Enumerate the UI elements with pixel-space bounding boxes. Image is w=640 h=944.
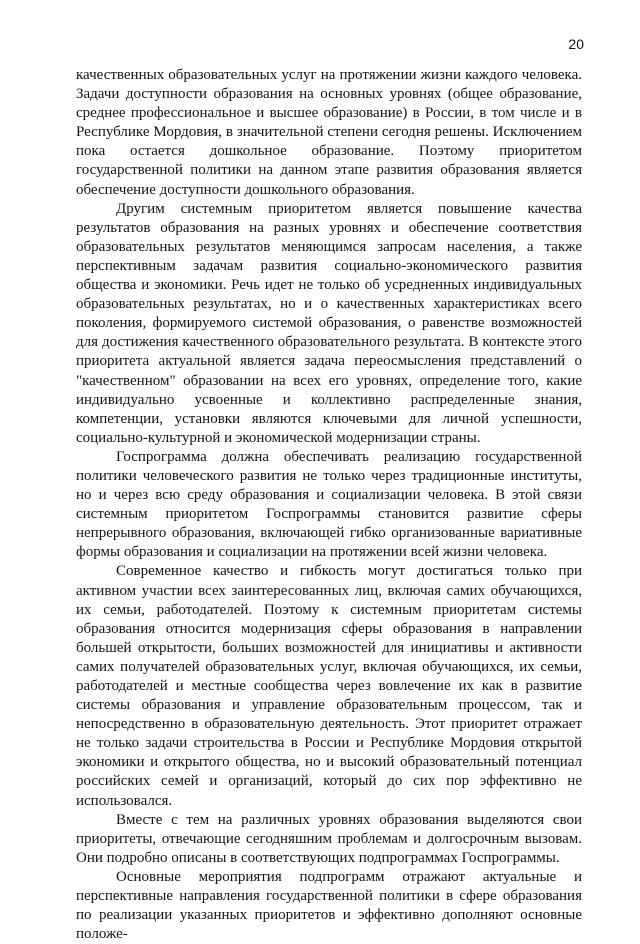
paragraph: Вместе с тем на различных уровнях образования выделяются свои приоритеты, отвечающие сегодняшним проблемам и долгосрочным вызовам. Они подробно описаны в соответствующих подпрограммах Госпрограммы. (76, 811, 582, 866)
paragraph: Современное качество и гибкость могут достигаться только при активном участии всех заинтересованных лиц, включая самих обучающихся, их семьи, работодателей. Поэтому к системным приоритетам системы образования относится модернизация сферы образования в направлении большей открытости, больших возможностей для инициативы и активности самих получателей образовательных услуг, включая обучающихся, их семьи, работодателей и местные сообщества через вовлечение их как в развитие системы образования и управление образовательным процессом, так и непосредственно в образовательную деятельность. Этот приоритет отражает не только задачи строительства в России и Республике Мордовия открытой экономики и открытого общества, но и высокий образовательный потенциал российских семей и организаций, который до сих пор эффективно не использовался. (76, 563, 582, 809)
document-body (76, 66, 582, 944)
paragraph: Госпрограмма должна обеспечивать реализацию государственной политики человеческого развития не только через традиционные институты, но и через всю среду образования и социализации человека. В этой связи системным приоритетом Госпрограммы становится развитие сферы непрерывного образования, включающей гибко организованные вариативные формы образования и социализации на протяжении всей жизни человека. (76, 448, 582, 561)
page-number: 20 (568, 36, 584, 52)
paragraph: Другим системным приоритетом является повышение качества результатов образования на разных уровнях и обеспечение соответствия образовательных результатов меняющимся запросам населения, а также перспективным задачам развития социально-экономического развития общества и экономики. Речь идет не только об усредненных индивидуальных образовательных результатах, но и о качественных характеристиках всего поколения, формируемого системой образования, о равенстве возможностей для достижения качественного образовательного результата. В контексте этого приоритета актуальной является задача переосмысления представлений о "качественном" образовании на всех его уровнях, определение того, какие индивидуально усвоенные и коллективно распределенные знания, компетенции, установки являются ключевыми для личной успешности, социально-культурной и экономической модернизации страны. (76, 200, 582, 446)
paragraph: Основные мероприятия подпрограмм отражают актуальные и перспективные направления государственной политики в сфере образования по реализации указанных приоритетов и эффективно дополняют основные положе- (76, 868, 582, 943)
paragraph: качественных образовательных услуг на протяжении жизни каждого человека. Задачи доступности образования на основных уровнях (общее образование, среднее профессиональное и высшее образование) в России, в том числе и в Республике Мордовия, в значительной степени сегодня решены. Исключением пока остается дошкольное образование. Поэтому приоритетом государственной политики на данном этапе развития образования является обеспечение доступности дошкольного образования. (76, 67, 582, 198)
